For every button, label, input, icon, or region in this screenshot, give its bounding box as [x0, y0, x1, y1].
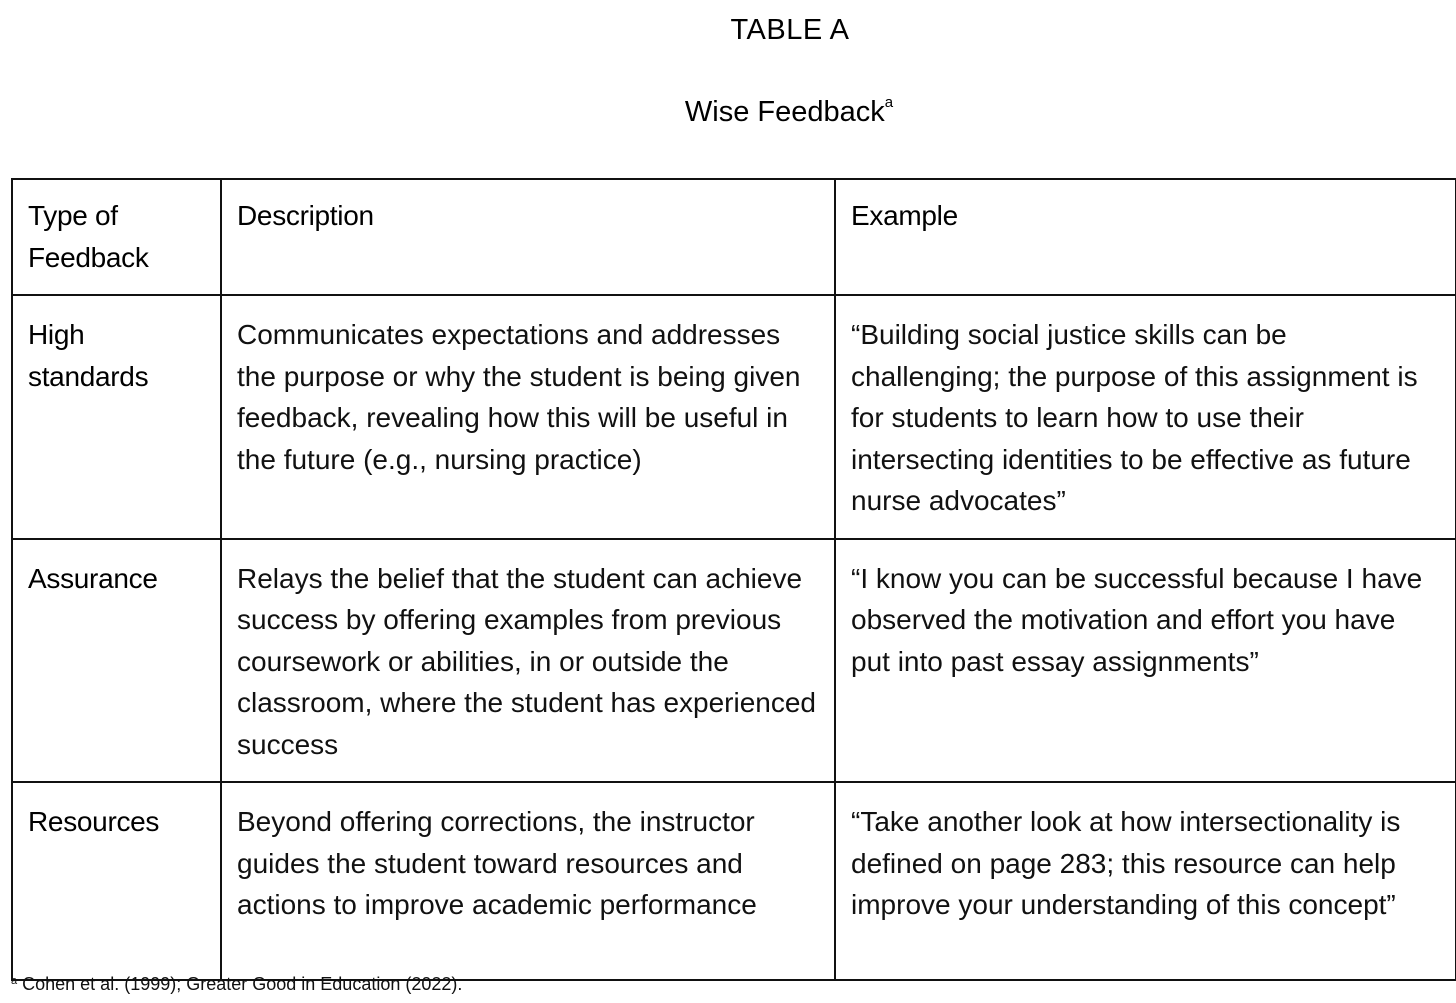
caption-text: Wise Feedback — [684, 96, 885, 128]
table-row — [12, 295, 1456, 539]
description-cell: Relays the belief that the student can achieve success by offering examples from previous coursework or abilities, in or outside the classroom, where the student has experienced success — [221, 539, 835, 783]
table-row — [12, 539, 1456, 783]
header-type-of-feedback: Type of Feedback — [12, 179, 221, 295]
table-row — [12, 782, 1456, 980]
header-description: Description — [221, 179, 835, 295]
feedback-type-cell: Resources — [12, 782, 221, 980]
footnote-text: Cohen et al. (1999); Greater Good in Education (2022). — [17, 974, 463, 994]
example-cell: “Take another look at how intersectionality is defined on page 283; this resource can help improve your understanding of this concept” — [835, 782, 1456, 980]
description-cell: Beyond offering corrections, the instructor guides the student toward resources and actions to improve academic performance — [221, 782, 835, 980]
header-example: Example — [835, 179, 1456, 295]
table-header-row — [12, 179, 1456, 295]
feedback-type-cell: Assurance — [12, 539, 221, 783]
footnote — [11, 974, 462, 995]
example-cell: “Building social justice skills can be challenging; the purpose of this assignment is for students to learn how to use their intersecting identities to be effective as future nurse advocates” — [835, 295, 1456, 539]
example-cell: “I know you can be successful because I have observed the motivation and effort you have put into past essay assignments” — [835, 539, 1456, 783]
table-label: TABLE A — [730, 14, 850, 46]
footnote-marker: a — [11, 975, 18, 987]
caption-footnote-marker: a — [884, 94, 894, 111]
feedback-type-cell: High standards — [12, 295, 221, 539]
wise-feedback-table — [11, 178, 1456, 981]
table-caption — [0, 96, 1456, 129]
description-cell: Communicates expectations and addresses the purpose or why the student is being given feedback, revealing how this will be useful in the future (e.g., nursing practice) — [221, 295, 835, 539]
